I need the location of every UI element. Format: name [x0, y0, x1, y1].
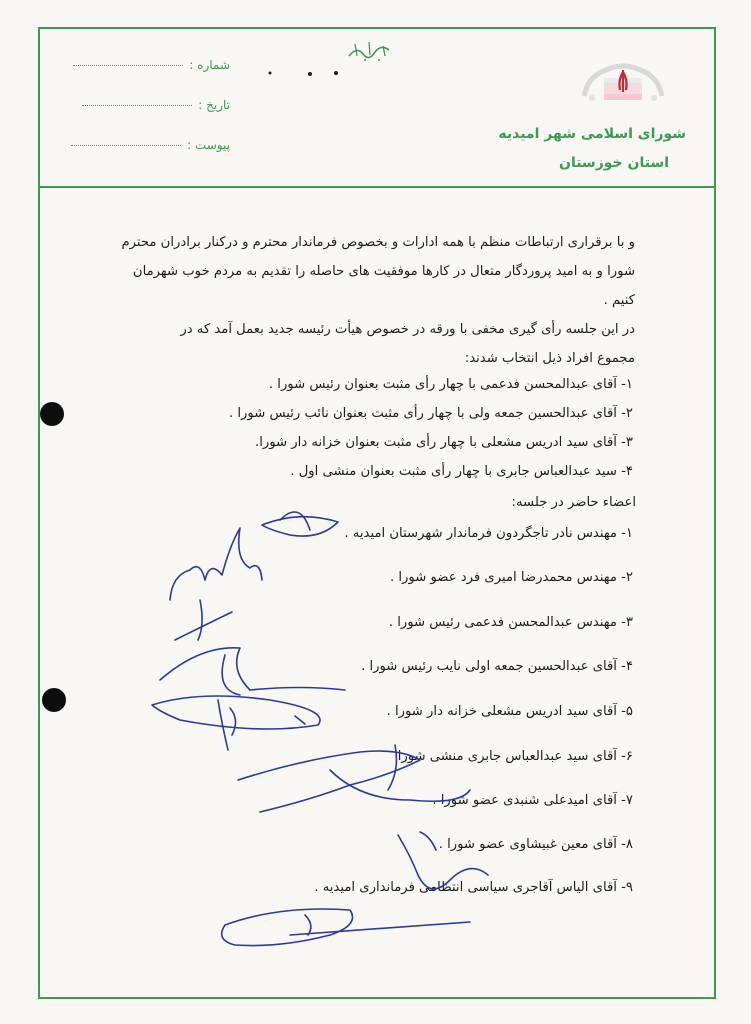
elected-item: ۱- آقای عبدالمحسن فدعمی با چهار رأی مثبت بعنوان رئیس شورا . [268, 377, 633, 392]
attachment-dots [71, 145, 181, 146]
number-field [55, 58, 230, 76]
attendee-item: ۴- آقای عبدالحسین جمعه اولی نایب رئیس شورا . [361, 659, 633, 674]
body-line: مجموع افراد ذیل انتخاب شدند: [464, 351, 635, 366]
number-dots [73, 65, 183, 66]
body-line: شورا و به امید پروردگار متعال در کارها موفقیت های حاصله را تقدیم به مردم خوب شهرمان [132, 264, 635, 279]
body-line: در این جلسه رأی گیری مخفی با ورقه در خصوص هیأت رئیسه جدید بعمل آمد که در [180, 322, 635, 337]
punch-hole-top [40, 402, 64, 426]
elected-item: ۲- آقای عبدالحسین جمعه ولی با چهار رأی مثبت بعنوان نائب رئیس شورا . [228, 406, 633, 421]
attendee-item: ۱- مهندس نادر تاجگردون فرماندار شهرستان امیدیه . [344, 526, 633, 541]
ink-specks [260, 68, 340, 78]
attendee-item: ۶- آقای سید عبدالعباس جابری منشی شورا [397, 749, 633, 764]
elected-item: ۳- آقای سید ادریس مشعلی با چهار رأی مثبت بعنوان خزانه دار شورا. [255, 435, 633, 450]
elected-item: ۴- سید عبدالعباس جابری با چهار رأی مثبت بعنوان منشی اول . [290, 464, 633, 479]
header-divider [38, 186, 716, 188]
attendee-item: ۳- مهندس عبدالمحسن فدعمی رئیس شورا . [388, 615, 633, 630]
bismillah-calligraphy [345, 38, 395, 64]
attachment-label: پیوست : [187, 138, 230, 152]
number-label: شماره : [189, 58, 230, 72]
iran-emblem-icon [578, 58, 668, 108]
attendee-item: ۸- آقای معین غبیشاوی عضو شورا . [438, 837, 633, 852]
body-line: کنیم . [603, 293, 635, 308]
date-field [55, 98, 230, 116]
date-label: تاریخ : [198, 98, 230, 112]
body-line: و با برقراری ارتباطات منظم با همه ادارات و بخصوص فرماندار محترم و درکنار برادران محترم [121, 235, 635, 250]
date-dots [82, 105, 192, 106]
attachment-field [55, 138, 230, 156]
letter-body [100, 228, 635, 373]
province-name: استان خوزستان [559, 155, 669, 171]
attendee-item: ۲- مهندس محمدرضا امیری فرد عضو شورا . [389, 570, 633, 585]
attendee-item: ۹- آقای الیاس آقاجری سیاسی انتظامی فرمانداری امیدیه . [314, 880, 633, 895]
attendee-item: ۵- آقای سید ادریس مشعلی خزانه دار شورا . [386, 704, 633, 719]
page-border-frame [38, 27, 716, 999]
attendees-title: اعضاء حاضر در جلسه: [511, 495, 636, 510]
punch-hole-bottom [42, 688, 66, 712]
attendee-item: ۷- آقای امیدعلی شنبدی عضو شورا . [432, 793, 633, 808]
council-name: شورای اسلامی شهر امیدیه [498, 126, 686, 142]
